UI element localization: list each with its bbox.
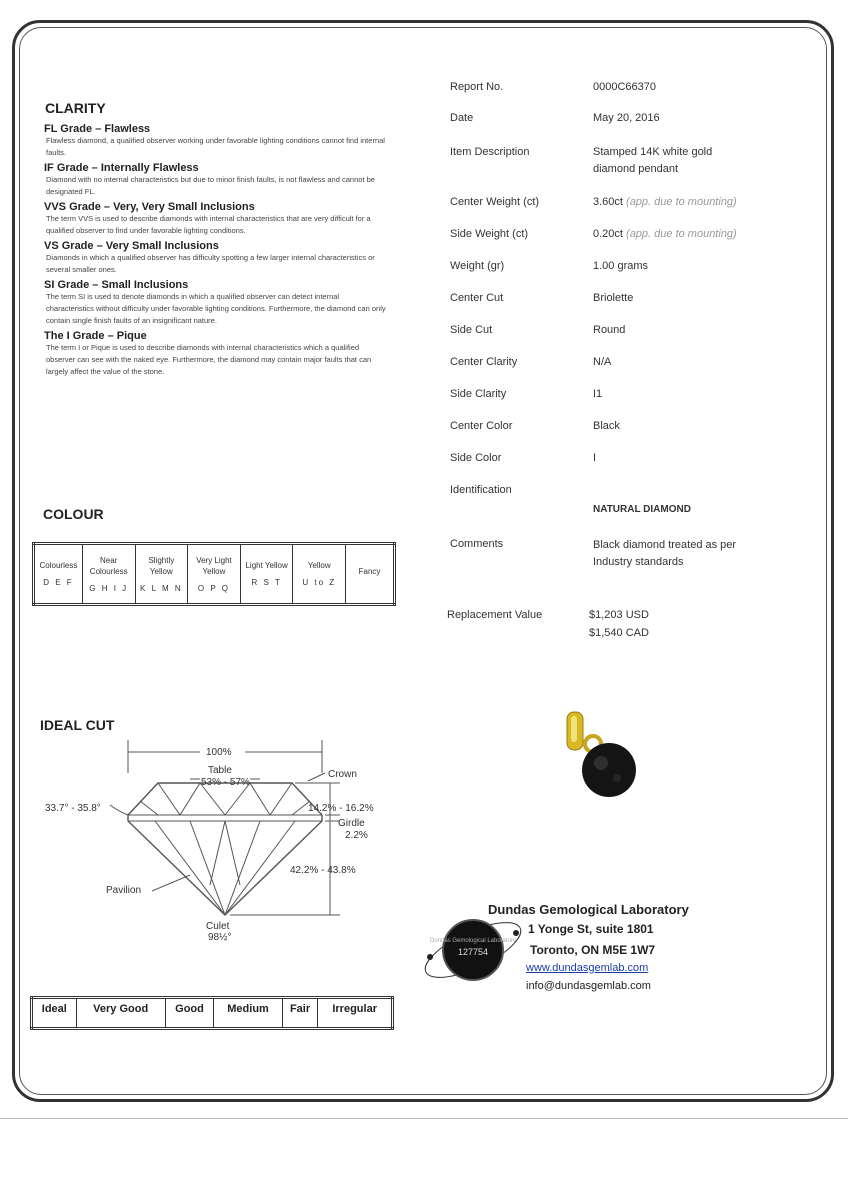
- girdle-label: Girdle: [338, 818, 365, 829]
- item-description-value: Stamped 14K white gold diamond pendant: [593, 146, 713, 175]
- diamond-proportions-diagram: [40, 735, 400, 950]
- clarity-grade-heading: The I Grade – Pique: [44, 330, 147, 342]
- clarity-grade-heading: VS Grade – Very Small Inclusions: [44, 240, 219, 252]
- black-diamond-stone: [582, 743, 636, 797]
- colour-label: Fancy: [358, 566, 381, 576]
- clarity-grade-list: [44, 120, 389, 378]
- colour-grade: R S T: [251, 578, 282, 587]
- culet-label: Culet: [206, 921, 230, 932]
- bottom-divider: [0, 1118, 848, 1119]
- item-description-label: Item Description: [450, 146, 530, 158]
- center-color-label: Center Color: [450, 420, 513, 432]
- colour-grade: G H I J: [89, 583, 129, 593]
- colour-cell: [82, 544, 135, 605]
- center-weight-note: (app. due to mounting): [626, 196, 737, 208]
- colour-cell: [34, 544, 83, 605]
- side-clarity-value: I1: [593, 388, 603, 400]
- cut-grade-table: [30, 996, 394, 1030]
- colour-label: Colourless: [39, 561, 78, 570]
- cut-grade-cell: Very Good: [76, 998, 165, 1029]
- replacement-value-cad: $1,540 CAD: [589, 627, 649, 639]
- colour-label: Very Light Yellow: [196, 555, 232, 576]
- center-cut-label: Center Cut: [450, 292, 504, 304]
- report-number-value: 0000C66370: [593, 81, 657, 93]
- colour-grade: K L M N: [140, 583, 183, 593]
- clarity-grade-heading: VVS Grade – Very, Very Small Inclusions: [44, 201, 255, 213]
- side-weight-note: (app. due to mounting): [626, 228, 737, 240]
- clarity-grade-vvs: [44, 201, 389, 237]
- clarity-grade-description: The term I or Pique is used to describe diamonds with internal characteristics which a qualified observer can see with the naked eye. Furthermore, the diamond may contain major faults that can largely affect the value of the stone.: [46, 343, 372, 376]
- replacement-value-label: Replacement Value: [447, 609, 543, 621]
- clarity-grade-description: Diamonds in which a qualified observer has difficulty spotting a few larger internal characteristics or several smaller ones.: [46, 253, 375, 274]
- comments-value: Black diamond treated as per Industry standards: [593, 539, 737, 568]
- identification-value: NATURAL DIAMOND: [593, 504, 691, 515]
- clarity-grade-description: The term VVS is used to describe diamonds with internal characteristics that are very difficult for a qualified observer to find under favorable lighting conditions.: [46, 214, 371, 235]
- clarity-grade-heading: IF Grade – Internally Flawless: [44, 162, 199, 174]
- clarity-title: CLARITY: [45, 100, 106, 116]
- pavilion-label: Pavilion: [106, 885, 142, 896]
- clarity-grade-i: [44, 330, 389, 378]
- pendant-photo: [555, 708, 655, 808]
- colour-cell: [135, 544, 188, 605]
- side-cut-label: Side Cut: [450, 324, 493, 336]
- lab-name: Dundas Gemological Laboratory: [488, 902, 689, 917]
- center-weight-value: [593, 194, 737, 211]
- identification-label: Identification: [450, 484, 512, 496]
- colour-cell: [188, 544, 241, 605]
- lab-email[interactable]: info@dundasgemlab.com: [526, 980, 651, 992]
- crown-label: Crown: [328, 769, 357, 780]
- colour-cell: [346, 544, 395, 605]
- weight-grams-value: 1.00 grams: [593, 260, 649, 272]
- date-value: May 20, 2016: [593, 112, 660, 124]
- colour-grade: O P Q: [197, 583, 231, 593]
- girdle-value-label: 2.2%: [345, 830, 368, 841]
- clarity-grade-description: The term SI is used to denote diamonds in which a qualified observer can detect internal characteristics without difficulty under favorable lighting conditions. Furthermore, the diamond can only contain single finish faults of an insignificant nature.: [46, 292, 386, 325]
- lab-address-line1: 1 Yonge St, suite 1801: [528, 922, 654, 936]
- cut-grade-cell: Fair: [282, 998, 318, 1029]
- date-label: Date: [450, 112, 474, 124]
- lab-website-link[interactable]: www.dundasgemlab.com: [526, 962, 649, 974]
- colour-label: Slightly Yellow: [148, 555, 175, 576]
- side-weight-amount: 0.20ct: [593, 228, 623, 240]
- colour-grade: D E F: [43, 578, 74, 587]
- center-color-value: Black: [593, 420, 620, 432]
- table-range-label: 53% - 57%: [201, 777, 250, 788]
- report-number-label: Report No.: [450, 81, 504, 93]
- cut-grade-cell: Good: [165, 998, 214, 1029]
- side-color-value: I: [593, 452, 597, 464]
- side-weight-label: Side Weight (ct): [450, 228, 529, 240]
- cut-grade-cell: Medium: [214, 998, 282, 1029]
- cut-grade-cell: Ideal: [32, 998, 77, 1029]
- seal-number: 127754: [457, 947, 489, 957]
- pavilion-depth-label: 42.2% - 43.8%: [290, 865, 356, 876]
- side-color-label: Side Color: [450, 452, 502, 464]
- seal-text: Dundas Gemological Laboratory: [429, 938, 517, 944]
- center-clarity-label: Center Clarity: [450, 356, 518, 368]
- colour-label: Light Yellow: [245, 561, 288, 570]
- colour-scale-table: [32, 542, 396, 606]
- crown-angle-label: 33.7° - 35.8°: [45, 803, 101, 814]
- side-weight-value: [593, 226, 737, 243]
- center-weight-amount: 3.60ct: [593, 196, 623, 208]
- clarity-grade-description: Diamond with no internal characteristics but due to minor finish faults, is not flawless and cannot be designated FL.: [46, 175, 375, 196]
- pendant-bail: [567, 712, 601, 752]
- culet-value-label: 98½°: [208, 932, 232, 943]
- clarity-grade-if: [44, 162, 389, 198]
- clarity-grade-vs: [44, 240, 389, 276]
- center-weight-label: Center Weight (ct): [450, 196, 540, 208]
- colour-cell: [240, 544, 293, 605]
- clarity-grade-heading: FL Grade – Flawless: [44, 123, 151, 135]
- side-cut-value: Round: [593, 324, 626, 336]
- replacement-value-usd: $1,203 USD: [589, 609, 649, 621]
- colour-label: Near Colourless: [89, 555, 128, 576]
- clarity-grade-description: Flawless diamond, a qualified observer working under favorable lighting conditions cannot find internal faults.: [46, 136, 385, 157]
- colour-label: Yellow: [307, 561, 331, 570]
- width-label: 100%: [206, 747, 232, 758]
- crown-height-label: 14.2% - 16.2%: [308, 803, 374, 814]
- cut-grade-cell: Irregular: [318, 998, 393, 1029]
- center-cut-value: Briolette: [593, 292, 634, 304]
- clarity-grade-heading: SI Grade – Small Inclusions: [44, 279, 189, 291]
- clarity-grade-si: [44, 279, 389, 327]
- lab-address-line2: Toronto, ON M5E 1W7: [530, 943, 656, 957]
- table-label: Table: [208, 765, 232, 776]
- ideal-cut-title: IDEAL CUT: [40, 717, 115, 733]
- colour-title: COLOUR: [43, 506, 104, 522]
- weight-grams-label: Weight (gr): [450, 260, 505, 272]
- center-clarity-value: N/A: [593, 356, 612, 368]
- clarity-grade-fl: [44, 123, 389, 159]
- comments-label: Comments: [450, 538, 504, 550]
- colour-cell: [293, 544, 346, 605]
- side-clarity-label: Side Clarity: [450, 388, 507, 400]
- colour-grade: U to Z: [302, 578, 337, 587]
